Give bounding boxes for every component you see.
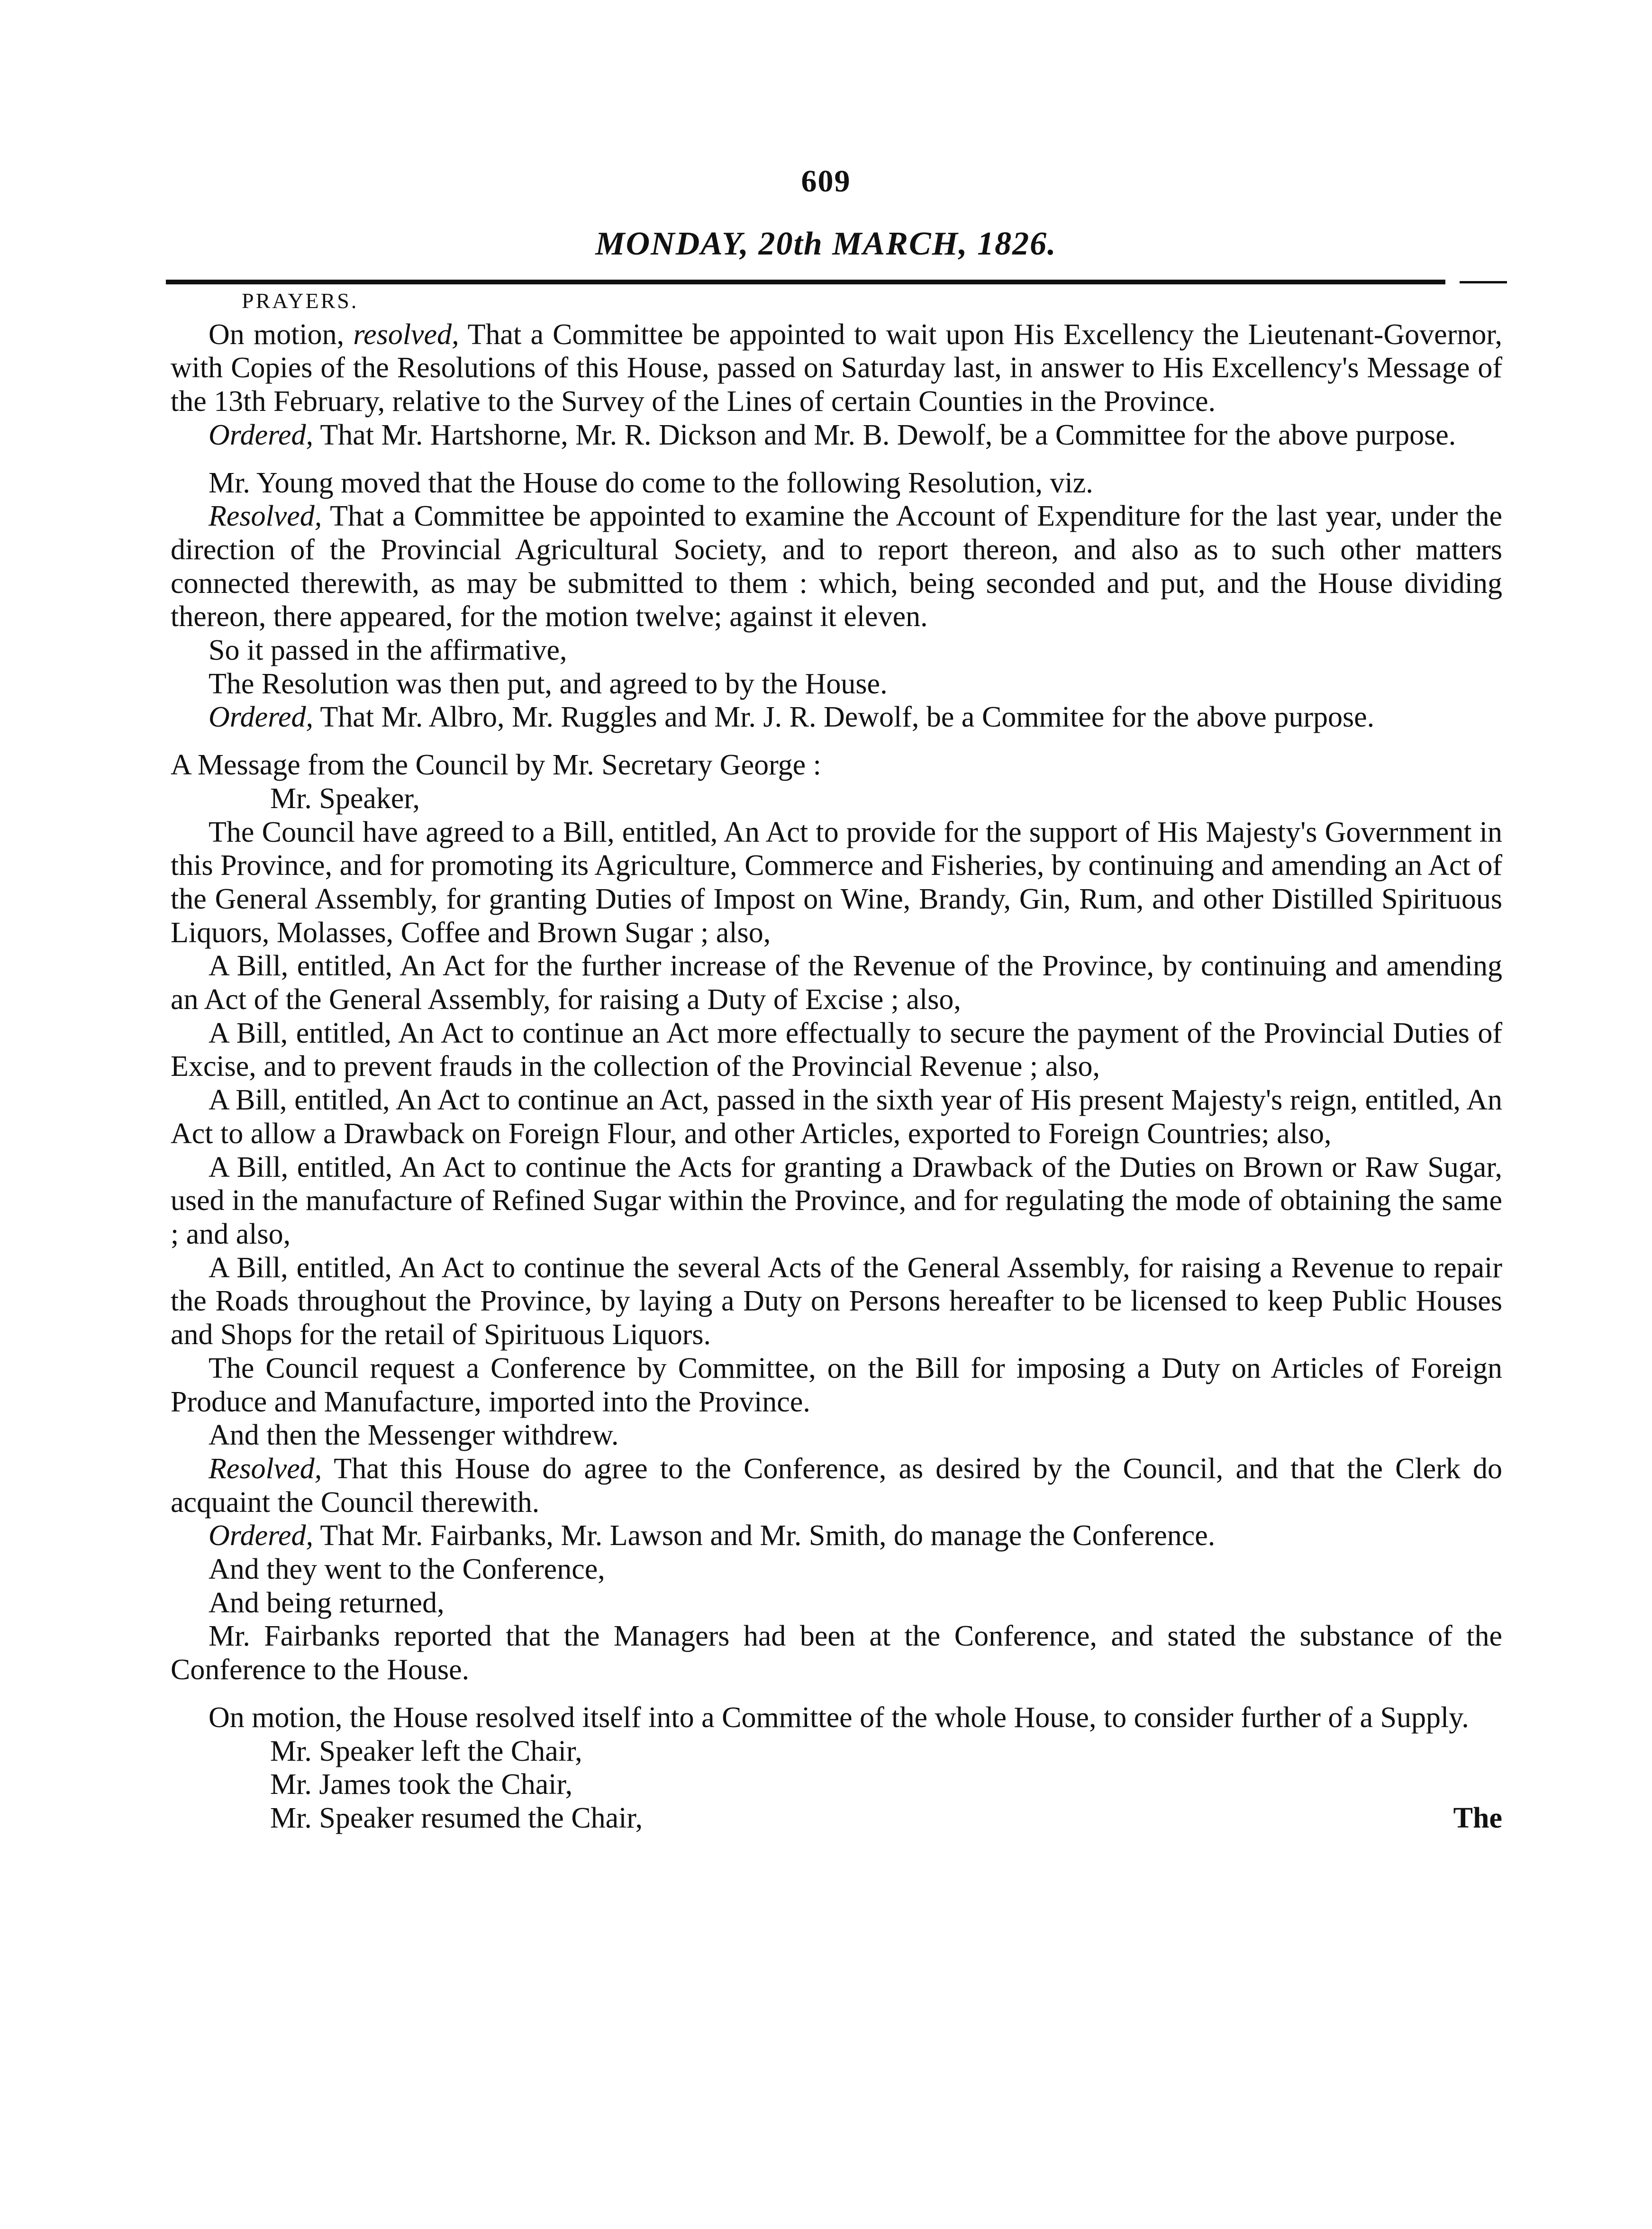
paragraph-text: That this House do agree to the Conference, as desired by the Council, and that the Clerk do acquaint the Council therewith. — [171, 1452, 1502, 1519]
paragraph-ordered-albro — [171, 701, 1502, 734]
paragraph-young-motion: Mr. Young moved that the House do come to the following Resolution, viz. — [209, 466, 1093, 499]
paragraph-bill-drawback-sugar: A Bill, entitled, An Act to continue the Acts for granting a Drawback of the Duties on Brown or Raw Sugar, used in the manufacture of Refined Sugar within the Province, and for regulating the mode of obtaining the same ; and also, — [171, 1151, 1502, 1250]
paragraph-messenger-withdrew: And then the Messenger withdrew. — [209, 1419, 619, 1452]
heading-rule-end — [1460, 281, 1507, 283]
proceedings-text — [171, 284, 1502, 1835]
paragraph-ordered-committee — [171, 419, 1502, 452]
catchword: The — [1453, 1801, 1502, 1834]
paragraph-fairbanks-report: Mr. Fairbanks reported that the Managers had been at the Conference, and stated the substance of the Conference to the House. — [171, 1620, 1502, 1686]
paragraph-speaker-left: Mr. Speaker left the Chair, — [270, 1735, 582, 1767]
prayers-label: PRAYERS. — [242, 289, 359, 313]
ordered-label: Ordered, — [209, 419, 313, 451]
paragraph-text: That Mr. Albro, Mr. Ruggles and Mr. J. R. Dewolf, be a Commitee for the above purpose. — [313, 701, 1375, 734]
paragraph-speaker-resumed: Mr. Speaker resumed the Chair, — [270, 1801, 643, 1834]
paragraph-ordered-managers — [171, 1519, 1502, 1553]
paragraph-bill-excise: A Bill, entitled, An Act to continue an Act more effectually to secure the payment of the Provincial Duties of Excise, and to prevent frauds in the collection of the Provincial Revenue ; also, — [171, 1017, 1502, 1083]
paragraph-council-message: A Message from the Council by Mr. Secretary George : — [171, 749, 821, 782]
resolved-label: resolved, — [353, 318, 459, 351]
paragraph-committee-motion — [171, 318, 1502, 419]
resolved-label: Resolved, — [209, 500, 322, 533]
paragraph-lead: On motion, — [209, 318, 354, 351]
paragraph-resolved-conference — [171, 1452, 1502, 1519]
paragraph-bill-revenue: A Bill, entitled, An Act for the further increase of the Revenue of the Province, by continuing and amending an Act of the General Assembly, for raising a Duty of Excise ; also, — [171, 950, 1502, 1016]
page-number: 609 — [801, 164, 851, 199]
paragraph-text: That Mr. Fairbanks, Mr. Lawson and Mr. Smith, do manage the Conference. — [313, 1519, 1216, 1552]
ordered-label: Ordered, — [209, 1519, 313, 1552]
paragraph-bill-roads: A Bill, entitled, An Act to continue the several Acts of the General Assembly, for raising a Revenue to repair the Roads throughout the Province, by laying a Duty on Persons hereafter to be licensed to keep Public Houses and Shops for the retail of Spirituous Liquors. — [171, 1251, 1502, 1351]
paragraph-went-conference: And they went to the Conference, — [209, 1553, 605, 1586]
heading-rule — [166, 280, 1445, 284]
paragraph-resolution-agreed: The Resolution was then put, and agreed to by the House. — [209, 667, 888, 700]
paragraph-returned: And being returned, — [209, 1586, 445, 1619]
paragraph-text: That a Committee be appointed to examine the Account of Expenditure for the last year, under the direction of the Provincial Agricultural Society, and to report thereon, and also as to such other matters connected therewith, as may be submitted to them : which, being seconded and put, and the House dividing thereon, there appeared, for the motion twelve; against it eleven. — [171, 500, 1502, 633]
resolved-label: Resolved, — [209, 1452, 322, 1485]
ordered-label: Ordered, — [209, 701, 313, 734]
paragraph-council-agreed: The Council have agreed to a Bill, entitled, An Act to provide for the support of His Majesty's Government in this Province, and for promoting its Agriculture, Commerce and Fisheries, by continuing and amending an Act of the General Assembly, for granting Duties of Impost on Wine, Brandy, Gin, Rum, and other Distilled Spirituous Liquors, Molasses, Coffee and Brown Sugar ; also, — [171, 816, 1502, 949]
paragraph-resolution-agricultural — [171, 500, 1502, 634]
paragraph-text: That a Committee be appointed to wait upon His Excellency the Lieutenant-Governor, with Copies of the Resolutions of this House, passed on Saturday last, in answer to His Excellency's Message of the 13th February, relative to the Survey of the Lines of certain Counties in the Province. — [171, 318, 1503, 418]
paragraph-text: That Mr. Hartshorne, Mr. R. Dickson and Mr. B. Dewolf, be a Committee for the above purpose. — [313, 419, 1456, 451]
paragraph-bill-drawback-flour: A Bill, entitled, An Act to continue an Act, passed in the sixth year of His present Majesty's reign, entitled, An Act to allow a Drawback on Foreign Flour, and other Articles, exported to Foreign Countries; also, — [171, 1084, 1502, 1150]
date-heading: MONDAY, 20th MARCH, 1826. — [595, 226, 1057, 262]
paragraph-james-chair: Mr. James took the Chair, — [270, 1768, 573, 1801]
paragraph-conference-request: The Council request a Conference by Committee, on the Bill for imposing a Duty on Articles of Foreign Produce and Manufacture, imported into the Province. — [171, 1352, 1502, 1418]
paragraph-passed: So it passed in the affirmative, — [209, 634, 567, 667]
paragraph-supply-motion: On motion, the House resolved itself into a Committee of the whole House, to consider further of a Supply. — [209, 1701, 1469, 1734]
paragraph-mr-speaker: Mr. Speaker, — [270, 782, 420, 815]
